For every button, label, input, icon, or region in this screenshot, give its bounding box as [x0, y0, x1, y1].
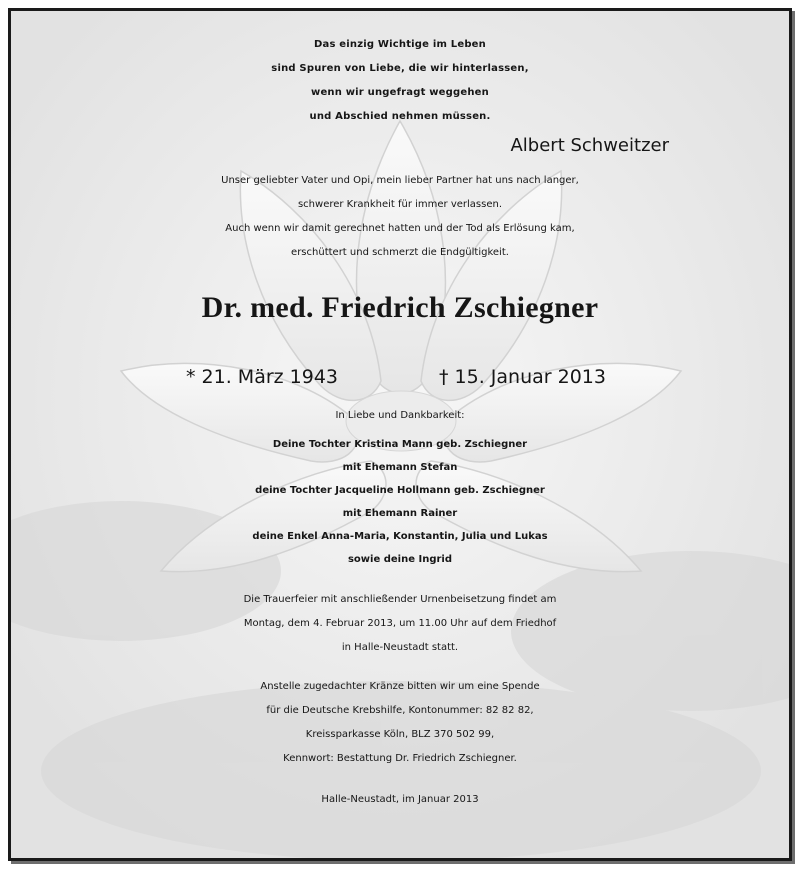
donation-line: für die Deutsche Krebshilfe, Kontonummer: 82 82 82,: [266, 705, 534, 716]
funeral-line: Die Trauerfeier mit anschließender Urnenbeisetzung findet am: [243, 594, 557, 605]
obituary-content: [11, 11, 789, 858]
mourner-line: mit Ehemann Rainer: [342, 508, 458, 519]
mourner-line: sowie deine Ingrid: [347, 554, 453, 565]
quote-line: sind Spuren von Liebe, die wir hinterlassen,: [271, 63, 529, 74]
death-date: † 15. Januar 2013: [439, 366, 606, 388]
deceased-name: Dr. med. Friedrich Zschiegner: [201, 291, 599, 324]
intro-line: Unser geliebter Vater und Opi, mein lieber Partner hat uns nach langer,: [221, 175, 579, 186]
quote-author: Albert Schweitzer: [510, 135, 669, 156]
donation-line: Kennwort: Bestattung Dr. Friedrich Zschiegner.: [283, 753, 517, 764]
birth-date: * 21. März 1943: [186, 366, 339, 388]
donation-line: Kreissparkasse Köln, BLZ 370 502 99,: [305, 729, 495, 740]
quote-line: Das einzig Wichtige im Leben: [314, 39, 486, 50]
intro-line: schwerer Krankheit für immer verlassen.: [297, 199, 503, 210]
mourner-line: deine Enkel Anna-Maria, Konstantin, Julia und Lukas: [252, 531, 548, 542]
mourner-line: Deine Tochter Kristina Mann geb. Zschiegner: [272, 439, 528, 450]
funeral-line: Montag, dem 4. Februar 2013, um 11.00 Uhr auf dem Friedhof: [243, 618, 557, 629]
mourner-line: mit Ehemann Stefan: [342, 462, 458, 473]
funeral-line: in Halle-Neustadt statt.: [341, 642, 459, 653]
obituary-card: [8, 8, 792, 861]
donation-line: Anstelle zugedachter Kränze bitten wir um eine Spende: [260, 681, 540, 692]
intro-line: Auch wenn wir damit gerechnet hatten und der Tod als Erlösung kam,: [225, 223, 575, 234]
quote-line: und Abschied nehmen müssen.: [309, 111, 491, 122]
mourner-line: deine Tochter Jacqueline Hollmann geb. Zschiegner: [255, 485, 545, 496]
quote-line: wenn wir ungefragt weggehen: [311, 87, 489, 98]
place-date: Halle-Neustadt, im Januar 2013: [321, 794, 479, 805]
intro-line: erschüttert und schmerzt die Endgültigkeit.: [291, 247, 509, 258]
mourners-heading: In Liebe und Dankbarkeit:: [335, 410, 465, 421]
